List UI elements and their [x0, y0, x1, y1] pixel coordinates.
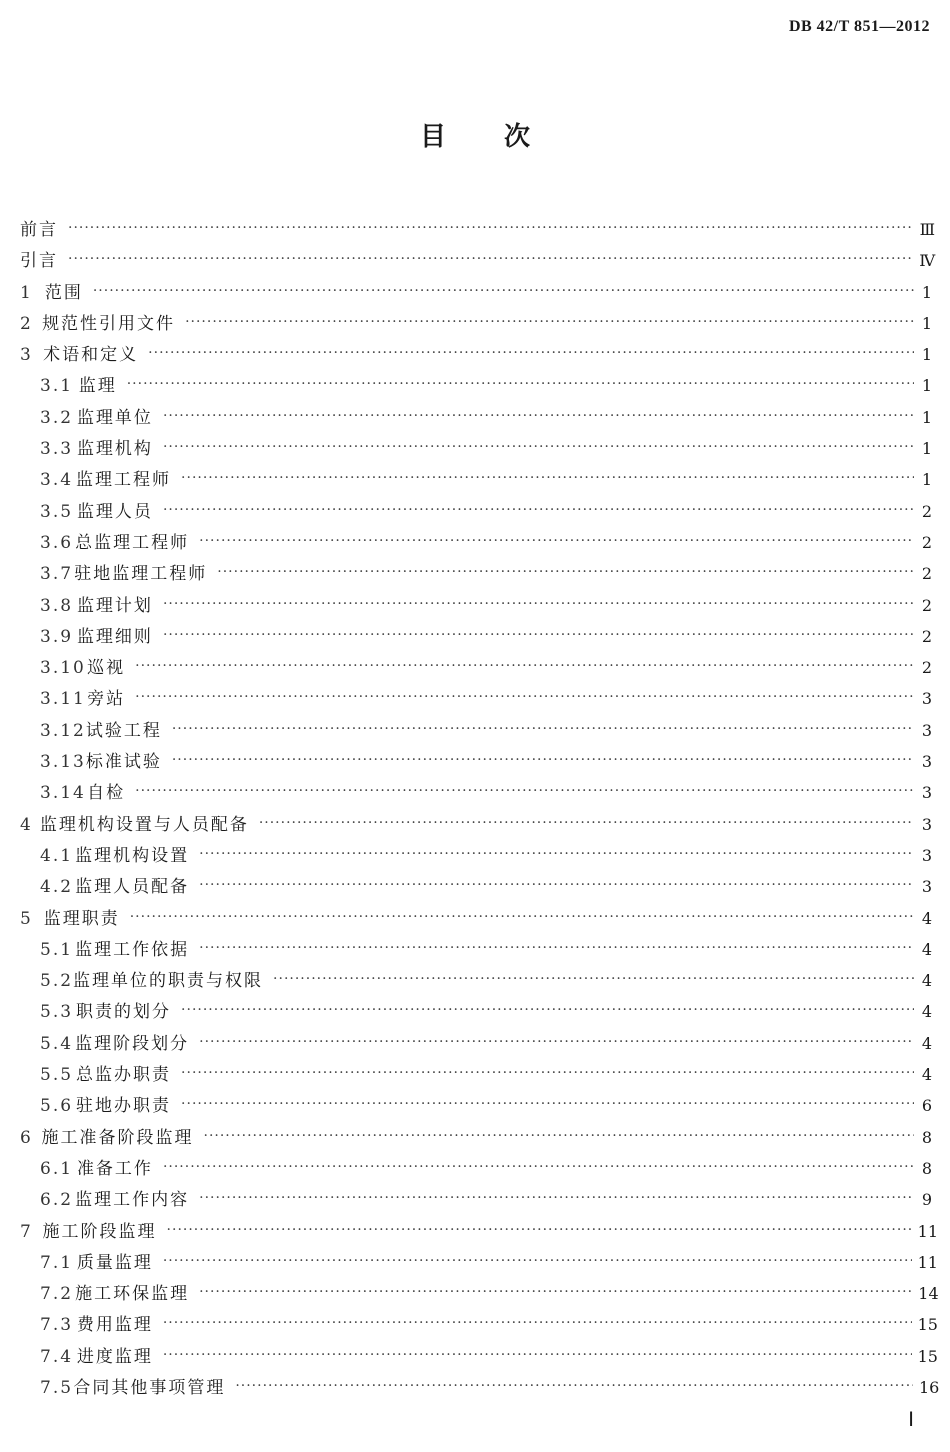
toc-entry-label: 规范性引用文件 [42, 313, 176, 334]
toc-entry-label: 监理职责 [43, 908, 120, 929]
toc-entry[interactable] [20, 1059, 932, 1090]
toc-entry-label: 标准试验 [85, 752, 162, 773]
toc-entry-page: 1 [921, 470, 932, 490]
toc-dot-leader [199, 839, 914, 870]
toc-entry-label: 监理人员配备 [75, 877, 190, 898]
toc-entry-number: 3 [20, 345, 32, 366]
toc-entry[interactable] [20, 1372, 940, 1403]
toc-entry-number: 5.4 [40, 1033, 74, 1054]
toc-entry-label: 自检 [87, 783, 126, 804]
toc-entry-page: 2 [921, 595, 932, 615]
toc-dot-leader [273, 964, 914, 995]
toc-dot-leader [167, 1215, 912, 1246]
toc-entry-page: 16 [918, 1377, 940, 1397]
toc-entry[interactable] [20, 527, 932, 558]
toc-entry-page: Ⅲ [919, 220, 936, 239]
toc-dot-leader [172, 745, 914, 776]
toc-entry[interactable] [20, 1184, 932, 1215]
toc-dot-leader [185, 307, 914, 338]
toc-entry-number: 7.1 [40, 1252, 74, 1273]
toc-entry-number: 3.13 [40, 752, 86, 773]
toc-entry-number: 3.12 [40, 720, 86, 741]
toc-entry-page: 8 [921, 1158, 932, 1178]
toc-entry[interactable] [20, 1090, 932, 1121]
toc-entry[interactable] [20, 809, 932, 840]
toc-entry-page: 8 [921, 1127, 932, 1147]
toc-entry-label: 监理机构设置 [75, 845, 190, 866]
toc-entry[interactable] [20, 1122, 932, 1153]
toc-entry-page: 2 [921, 564, 932, 584]
toc-entry-page: 4 [921, 908, 932, 928]
toc-dot-leader [135, 682, 914, 713]
toc-entry-number: 4.2 [40, 877, 74, 898]
toc-dot-leader [163, 432, 914, 463]
toc-entry-page: 1 [921, 439, 932, 459]
toc-entry[interactable] [20, 1216, 939, 1247]
toc-dot-leader [163, 1340, 912, 1371]
toc-entry-label: 监理 [78, 376, 117, 397]
toc-dot-leader [199, 1027, 914, 1058]
toc-entry-number: 3.1 [40, 376, 74, 397]
toc-entry[interactable] [20, 965, 932, 996]
toc-entry[interactable] [20, 746, 932, 777]
toc-entry[interactable] [20, 590, 932, 621]
toc-dot-leader [163, 589, 914, 620]
toc-entry-page: 4 [921, 939, 932, 959]
toc-entry-page: 2 [921, 532, 932, 552]
toc-entry-number: 3.14 [40, 783, 86, 804]
toc-entry-page: 15 [917, 1315, 938, 1335]
toc-entry-page: 3 [921, 877, 932, 897]
toc-entry-label: 术语和定义 [43, 345, 139, 366]
toc-entry-page: 11 [917, 1221, 939, 1241]
toc-dot-leader [163, 495, 914, 526]
toc-dot-leader [163, 401, 914, 432]
toc-entry-page: 3 [921, 814, 932, 834]
toc-entry[interactable] [20, 1153, 932, 1184]
toc-entry-number: 5 [20, 908, 32, 929]
toc-entry[interactable] [20, 1341, 938, 1372]
toc-entry[interactable] [20, 996, 932, 1027]
toc-entry-number: 5.1 [40, 939, 74, 960]
toc-entry[interactable] [20, 715, 932, 746]
toc-entry-label: 合同其他事项管理 [73, 1377, 226, 1398]
toc-entry-label: 监理细则 [76, 626, 153, 647]
toc-entry-label: 监理计划 [76, 595, 153, 616]
toc-entry-page: 1 [921, 313, 932, 333]
toc-dot-leader [135, 651, 914, 682]
toc-entry-number: 7.3 [40, 1315, 74, 1336]
toc-entry-number: 7 [20, 1221, 32, 1242]
toc-entry[interactable] [20, 840, 932, 871]
toc-entry-number: 1 [20, 282, 32, 303]
toc-entry[interactable] [20, 683, 932, 714]
toc-dot-leader [199, 1183, 914, 1214]
toc-entry-number: 7.4 [40, 1346, 74, 1367]
page-title: 目次 [419, 122, 588, 152]
toc-entry[interactable] [20, 777, 932, 808]
toc-entry-page: 4 [921, 1065, 932, 1085]
toc-entry-label: 监理工作内容 [75, 1190, 190, 1211]
toc-entry-page: 1 [921, 376, 932, 396]
toc-entry-page: 3 [921, 720, 932, 740]
toc-entry-number: 6.2 [40, 1190, 74, 1211]
toc-entry-number: 4 [20, 814, 32, 835]
toc-entry-page: 3 [921, 783, 932, 803]
toc-entry-number: 2 [20, 313, 32, 334]
toc-entry-label: 总监办职责 [76, 1065, 172, 1086]
toc-entry[interactable] [20, 871, 932, 902]
toc-entry-number: 4.1 [40, 845, 74, 866]
toc-dot-leader [199, 526, 914, 557]
toc-entry-label: 前言 [20, 220, 58, 240]
toc-entry-number: 6.1 [40, 1158, 74, 1179]
toc-entry-number: 3.6 [40, 532, 74, 553]
toc-entry-number: 5.3 [40, 1002, 74, 1023]
toc-entry-label: 质量监理 [76, 1252, 153, 1273]
toc-dot-leader [181, 995, 914, 1026]
toc-entry[interactable] [20, 1247, 938, 1278]
toc-entry-number: 5.2 [40, 971, 74, 992]
toc-entry-label: 准备工作 [76, 1158, 153, 1179]
toc-entry-number: 3.2 [40, 407, 74, 428]
toc-entry-page: 1 [921, 407, 932, 427]
toc-entry-number: 3.11 [40, 689, 86, 710]
toc-dot-leader [172, 714, 914, 745]
toc-entry-number: 3.8 [40, 595, 74, 616]
toc-dot-leader [68, 213, 914, 244]
toc-dot-leader [259, 808, 914, 839]
toc-entry-label: 总监理工程师 [75, 532, 190, 553]
toc-entry[interactable] [20, 903, 932, 934]
toc-entry-page: 2 [921, 501, 932, 521]
toc-entry-number: 6 [20, 1127, 32, 1148]
toc-entry-number: 3.10 [40, 658, 86, 679]
toc-entry[interactable] [20, 464, 932, 495]
toc-dot-leader [93, 276, 914, 307]
toc-dot-leader [199, 933, 914, 964]
toc-entry-number: 3.9 [40, 626, 74, 647]
toc-dot-leader [199, 1277, 912, 1308]
toc-entry-label: 费用监理 [76, 1315, 153, 1336]
toc-dot-leader [204, 1121, 915, 1152]
toc-entry-page: 2 [921, 626, 932, 646]
toc-entry-label: 监理单位的职责与权限 [73, 971, 264, 992]
toc-entry[interactable] [20, 370, 932, 401]
toc-entry-label: 驻地办职责 [76, 1096, 172, 1117]
toc-dot-leader [235, 1371, 913, 1402]
toc-entry-page: 2 [921, 658, 932, 678]
toc-entry-page: 4 [921, 1002, 932, 1022]
toc-entry-page: 15 [917, 1346, 938, 1366]
toc-entry-label: 进度监理 [76, 1346, 153, 1367]
toc-entry-label: 职责的划分 [76, 1002, 172, 1023]
toc-entry-number: 3.5 [40, 501, 74, 522]
toc-entry-label: 范围 [44, 282, 83, 303]
toc-entry[interactable] [20, 1309, 938, 1340]
page-number: Ⅰ [908, 1409, 914, 1431]
toc-entry-label: 监理阶段划分 [75, 1033, 190, 1054]
toc-dot-leader [135, 776, 914, 807]
toc-entry-page: 3 [921, 752, 932, 772]
toc-entry-number: 3.7 [40, 564, 74, 585]
toc-entry-number: 5.5 [40, 1065, 74, 1086]
toc-dot-leader [217, 557, 914, 588]
toc-entry-label: 施工准备阶段监理 [41, 1127, 194, 1148]
toc-entry[interactable] [20, 214, 936, 245]
toc-entry-label: 施工阶段监理 [42, 1221, 157, 1242]
toc-entry[interactable] [20, 558, 932, 589]
toc-entry-page: 4 [921, 1033, 932, 1053]
toc-dot-leader [163, 620, 914, 651]
toc-entry[interactable] [20, 934, 932, 965]
toc-entry-page: 3 [921, 845, 932, 865]
toc-entry-label: 监理机构 [76, 439, 153, 460]
toc-entry-number: 7.2 [40, 1284, 74, 1305]
toc-entry[interactable] [20, 496, 932, 527]
toc-entry-label: 施工环保监理 [75, 1284, 190, 1305]
toc-entry-label: 巡视 [87, 658, 126, 679]
toc-entry-page: 3 [921, 689, 932, 709]
table-of-contents [20, 214, 940, 1403]
toc-entry-number: 3.3 [40, 439, 74, 460]
toc-dot-leader [148, 338, 914, 369]
toc-entry[interactable] [20, 652, 932, 683]
toc-entry[interactable] [20, 308, 932, 339]
toc-entry-page: 6 [921, 1096, 932, 1116]
toc-entry-page: 1 [921, 345, 932, 365]
toc-dot-leader [163, 1308, 912, 1339]
toc-entry[interactable] [20, 621, 932, 652]
toc-dot-leader [127, 369, 914, 400]
toc-dot-leader [181, 463, 914, 494]
toc-entry[interactable] [20, 1028, 932, 1059]
toc-entry[interactable] [20, 433, 932, 464]
toc-dot-leader [181, 1089, 914, 1120]
toc-entry-label: 驻地监理工程师 [74, 564, 208, 585]
toc-entry-label: 监理单位 [76, 407, 153, 428]
toc-entry[interactable] [20, 245, 936, 276]
toc-entry-label: 监理人员 [76, 501, 153, 522]
toc-entry-number: 5.6 [40, 1096, 74, 1117]
toc-entry[interactable] [20, 402, 932, 433]
toc-entry-page: 1 [921, 282, 932, 302]
toc-dot-leader [130, 902, 914, 933]
toc-dot-leader [199, 870, 914, 901]
toc-dot-leader [163, 1152, 914, 1183]
toc-entry-label: 试验工程 [85, 720, 162, 741]
toc-entry-label: 旁站 [87, 689, 126, 710]
toc-dot-leader [163, 1246, 912, 1277]
toc-entry-number: 3.4 [40, 470, 74, 491]
toc-dot-leader [68, 244, 913, 275]
toc-dot-leader [181, 1058, 914, 1089]
toc-entry[interactable] [20, 277, 932, 308]
toc-entry-label: 监理机构设置与人员配备 [39, 814, 249, 835]
toc-entry-label: 引言 [20, 251, 58, 272]
toc-entry-page: 14 [918, 1284, 939, 1304]
toc-entry-label: 监理工作依据 [75, 939, 190, 960]
toc-entry-label: 监理工程师 [76, 470, 172, 491]
toc-entry-page: 9 [921, 1190, 932, 1210]
toc-entry-page: 4 [921, 971, 932, 991]
document-code: DB 42/T 851—2012 [788, 18, 930, 35]
toc-entry-number: 7.5 [40, 1377, 74, 1398]
toc-entry[interactable] [20, 1278, 939, 1309]
toc-entry-page: 11 [917, 1252, 938, 1272]
toc-entry[interactable] [20, 339, 932, 370]
toc-entry-page: Ⅳ [919, 251, 936, 271]
